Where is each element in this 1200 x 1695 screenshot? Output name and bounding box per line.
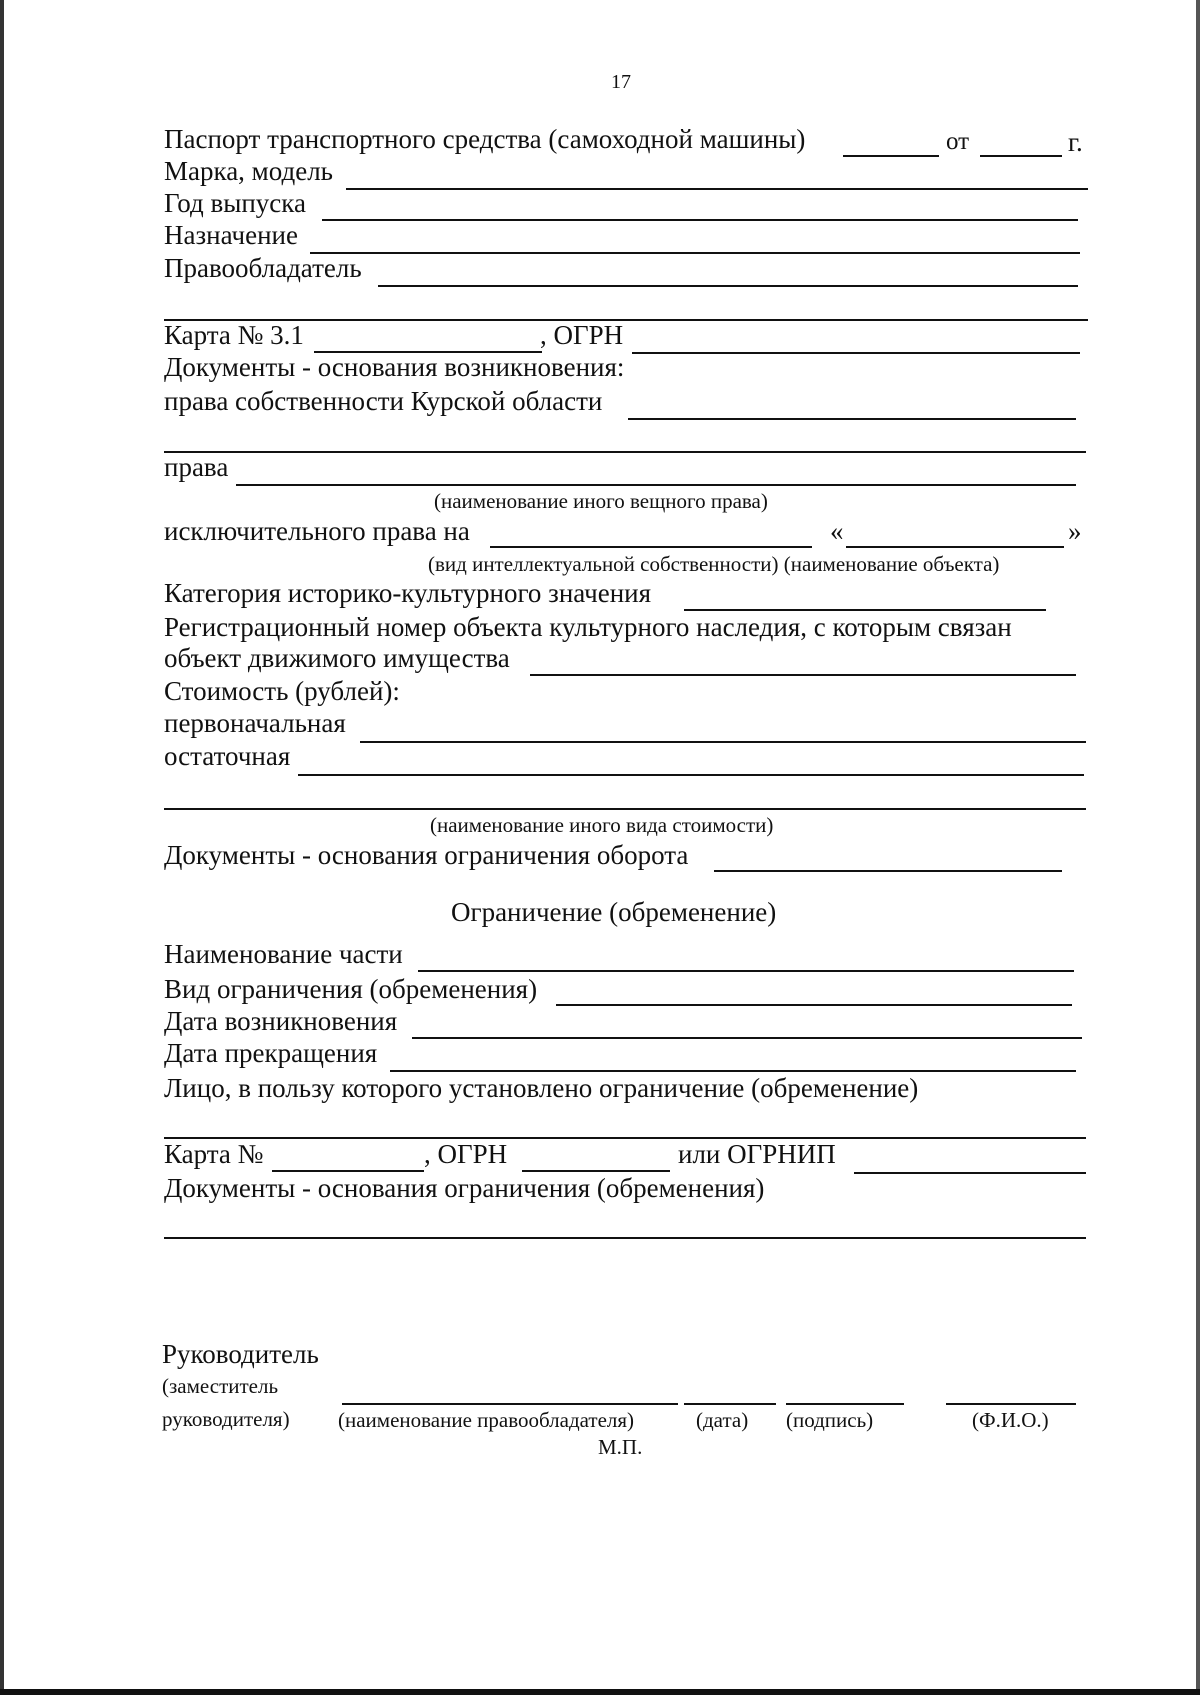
passport-ot-label: от <box>946 128 970 155</box>
date-caption: (дата) <box>696 1408 749 1432</box>
end-date-field[interactable] <box>390 1070 1076 1072</box>
ogrnip-field[interactable] <box>854 1172 1086 1174</box>
residual-cost-field[interactable] <box>298 774 1084 776</box>
head-label: Руководитель <box>162 1339 319 1369</box>
restriction-docs-field[interactable] <box>714 870 1062 872</box>
docs-origin-label: Документы - основания возникновения: <box>164 352 625 382</box>
ownership-field[interactable] <box>628 418 1076 420</box>
owner-name-field[interactable] <box>342 1403 678 1405</box>
object-name-field[interactable] <box>846 546 1064 548</box>
beneficiary-field[interactable] <box>164 1137 1086 1139</box>
card31-ogrn-field[interactable] <box>632 352 1080 354</box>
other-cost-caption: (наименование иного вида стоимости) <box>430 813 774 837</box>
year-label: Год выпуска <box>164 188 306 218</box>
right-field[interactable] <box>236 484 1076 486</box>
owner-field[interactable] <box>378 285 1078 287</box>
start-date-label: Дата возникновения <box>164 1006 398 1036</box>
passport-date-field[interactable] <box>980 155 1062 157</box>
part-name-label: Наименование части <box>164 939 403 969</box>
category-field[interactable] <box>684 609 1046 611</box>
ip-type-field[interactable] <box>490 546 812 548</box>
part-name-field[interactable] <box>418 970 1074 972</box>
make-model-label: Марка, модель <box>164 156 334 186</box>
scan-edge-right <box>1196 0 1200 1695</box>
card31-label: Карта № 3.1 <box>164 320 304 350</box>
passport-label: Паспорт транспортного средства (самоходной машины) <box>164 124 806 154</box>
ownership-extra-field[interactable] <box>164 451 1086 453</box>
end-date-label: Дата прекращения <box>164 1038 378 1068</box>
owner-label: Правообладатель <box>164 253 362 283</box>
owner-name-caption: (наименование правообладателя) <box>338 1408 635 1432</box>
encumbrance-type-field[interactable] <box>556 1004 1072 1006</box>
make-model-field[interactable] <box>346 188 1088 190</box>
encumbrance-type-label: Вид ограничения (обременения) <box>164 974 538 1004</box>
exclusive-caption: (вид интеллектуальной собственности) (наименование объекта) <box>428 552 1000 576</box>
signature-caption: (подпись) <box>786 1408 874 1432</box>
quote-close: » <box>1068 516 1082 546</box>
page-number: 17 <box>611 71 631 93</box>
date-field[interactable] <box>684 1403 776 1405</box>
card31-ogrn-label: , ОГРН <box>540 320 624 350</box>
reg-number-field[interactable] <box>530 674 1076 676</box>
scan-edge-left <box>0 0 4 1695</box>
encumbrance-docs-field[interactable] <box>164 1237 1086 1239</box>
encumbrance-heading: Ограничение (обременение) <box>451 897 777 927</box>
residual-cost-label: остаточная <box>164 741 291 771</box>
initial-cost-label: первоначальная <box>164 708 346 738</box>
purpose-label: Назначение <box>164 220 298 250</box>
passport-number-field[interactable] <box>843 155 939 157</box>
encumbrance-docs-label: Документы - основания ограничения (обременения) <box>164 1173 765 1203</box>
encumbrance-ogrn-label: , ОГРН <box>424 1139 508 1169</box>
encumbrance-ogrn-field[interactable] <box>522 1170 670 1172</box>
quote-open: « <box>830 516 844 546</box>
stamp-label: М.П. <box>598 1435 643 1459</box>
fio-caption: (Ф.И.О.) <box>972 1408 1049 1432</box>
signature-field[interactable] <box>786 1403 904 1405</box>
initial-cost-field[interactable] <box>360 741 1086 743</box>
passport-year-suffix: г. <box>1068 127 1083 157</box>
ogrnip-label: или ОГРНИП <box>678 1139 836 1169</box>
start-date-field[interactable] <box>412 1037 1082 1039</box>
reg-number-line2: объект движимого имущества <box>164 643 510 673</box>
exclusive-label: исключительного права на <box>164 516 470 546</box>
right-caption: (наименование иного вещного права) <box>434 489 768 513</box>
deputy-line2: руководителя) <box>162 1407 290 1431</box>
beneficiary-label: Лицо, в пользу которого установлено ограничение (обременение) <box>164 1073 919 1103</box>
encumbrance-card-field[interactable] <box>272 1170 424 1172</box>
scan-edge-bottom <box>0 1689 1200 1695</box>
fio-field[interactable] <box>946 1403 1076 1405</box>
deputy-line1: (заместитель <box>162 1374 279 1398</box>
category-label: Категория историко-культурного значения <box>164 578 652 608</box>
encumbrance-card-label: Карта № <box>164 1139 264 1169</box>
cost-heading: Стоимость (рублей): <box>164 676 400 706</box>
ownership-label: права собственности Курской области <box>164 386 603 416</box>
right-label: права <box>164 452 229 482</box>
restriction-docs-label: Документы - основания ограничения оборота <box>164 840 689 870</box>
other-cost-field[interactable] <box>164 808 1086 810</box>
purpose-field[interactable] <box>310 252 1080 254</box>
year-field[interactable] <box>322 219 1078 221</box>
reg-number-line1: Регистрационный номер объекта культурного наследия, с которым связан <box>164 612 1012 642</box>
